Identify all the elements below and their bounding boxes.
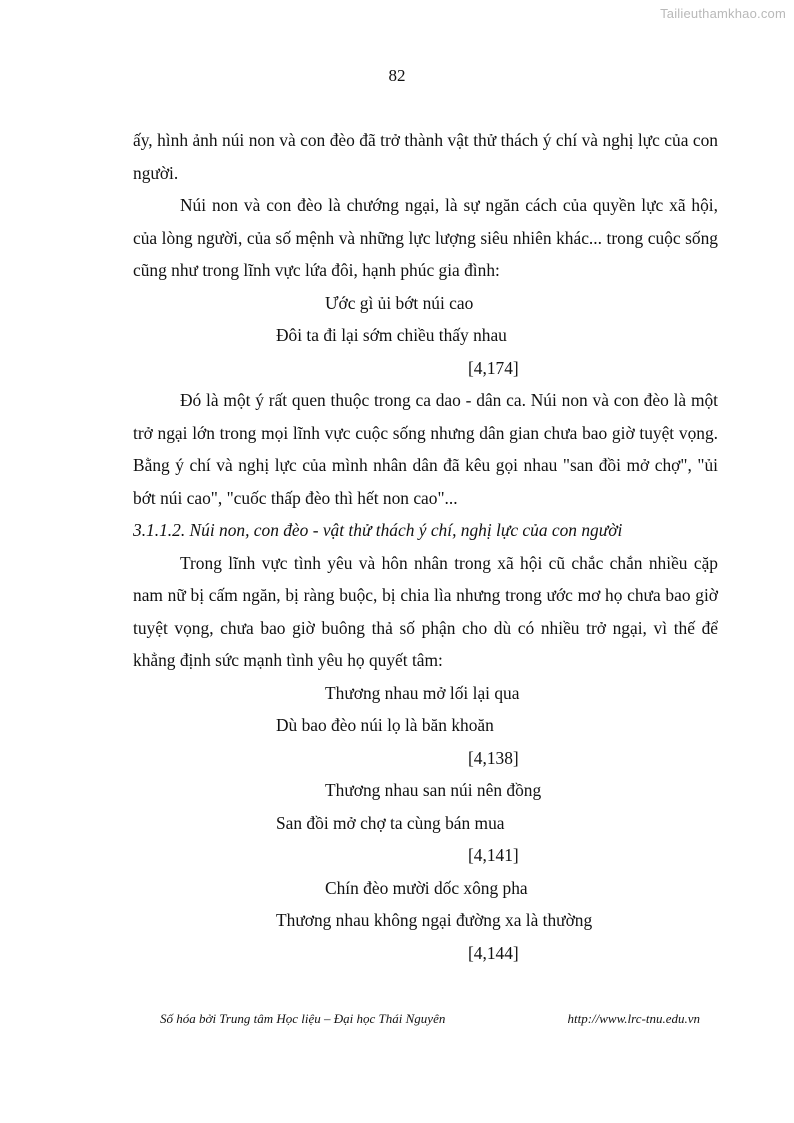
watermark: Tailieuthamkhao.com (660, 6, 786, 21)
verse-3-line-2: San đồi mở chợ ta cùng bán mua (276, 812, 505, 833)
paragraph-1: ấy, hình ảnh núi non và con đèo đã trở thành vật thử thách ý chí và nghị lực của con người. (133, 130, 718, 183)
verse-1-line-1: Ước gì ủi bớt núi cao (325, 292, 474, 313)
paragraph-2: Núi non và con đèo là chướng ngại, là sự ngăn cách của quyền lực xã hội, của lòng người, của số mệnh và những lực lượng siêu nhiên khác... trong cuộc sống cũng như trong lĩnh vực lứa đôi, hạnh phúc gia đình: (133, 195, 718, 280)
section-heading: 3.1.1.2. Núi non, con đèo - vật thử thách ý chí, nghị lực của con người (133, 520, 623, 540)
footer-url: http://www.lrc-tnu.edu.vn (567, 1011, 700, 1026)
verse-4-line-1: Chín đèo mười dốc xông pha (325, 877, 528, 898)
citation-1: [4,174] (468, 357, 519, 378)
citation-4: [4,144] (468, 942, 519, 963)
verse-2-line-2: Dù bao đèo núi lọ là băn khoăn (276, 715, 494, 735)
citation-3: [4,141] (468, 845, 519, 865)
paragraph-4: Trong lĩnh vực tình yêu và hôn nhân trong xã hội cũ chắc chắn nhiều cặp nam nữ bị cấm ngăn, bị ràng buộc, bị chia lìa nhưng trong ước mơ họ chưa bao giờ tuyệt vọng, chưa bao giờ buông thả số phận cho dù có nhiều trở ngại, vì thế để khẳng định sức mạnh tình yêu họ quyết tâm: (133, 552, 718, 670)
document-body (133, 124, 718, 969)
paragraph-3: Đó là một ý rất quen thuộc trong ca dao - dân ca. Núi non và con đèo là một trở ngại lớn trong mọi lĩnh vực cuộc sống nhưng dân gian chưa bao giờ tuyệt vọng. Bằng ý chí và nghị lực của mình nhân dân đã kêu gọi nhau "san đồi mở chợ", "ủi bớt núi cao", "cuốc thấp đèo thì hết non cao"... (133, 390, 718, 508)
verse-4-line-2: Thương nhau không ngại đường xa là thường (276, 910, 593, 930)
page-footer (160, 1011, 700, 1027)
verse-1-line-2: Đôi ta đi lại sớm chiều thấy nhau (276, 325, 507, 345)
footer-source: Số hóa bởi Trung tâm Học liệu – Đại học Thái Nguyên (160, 1011, 446, 1026)
page-number: 82 (388, 66, 406, 85)
verse-3-line-1: Thương nhau san núi nên đồng (325, 780, 542, 800)
verse-2-line-1: Thương nhau mở lối lại qua (325, 682, 520, 703)
citation-2: [4,138] (468, 747, 519, 768)
